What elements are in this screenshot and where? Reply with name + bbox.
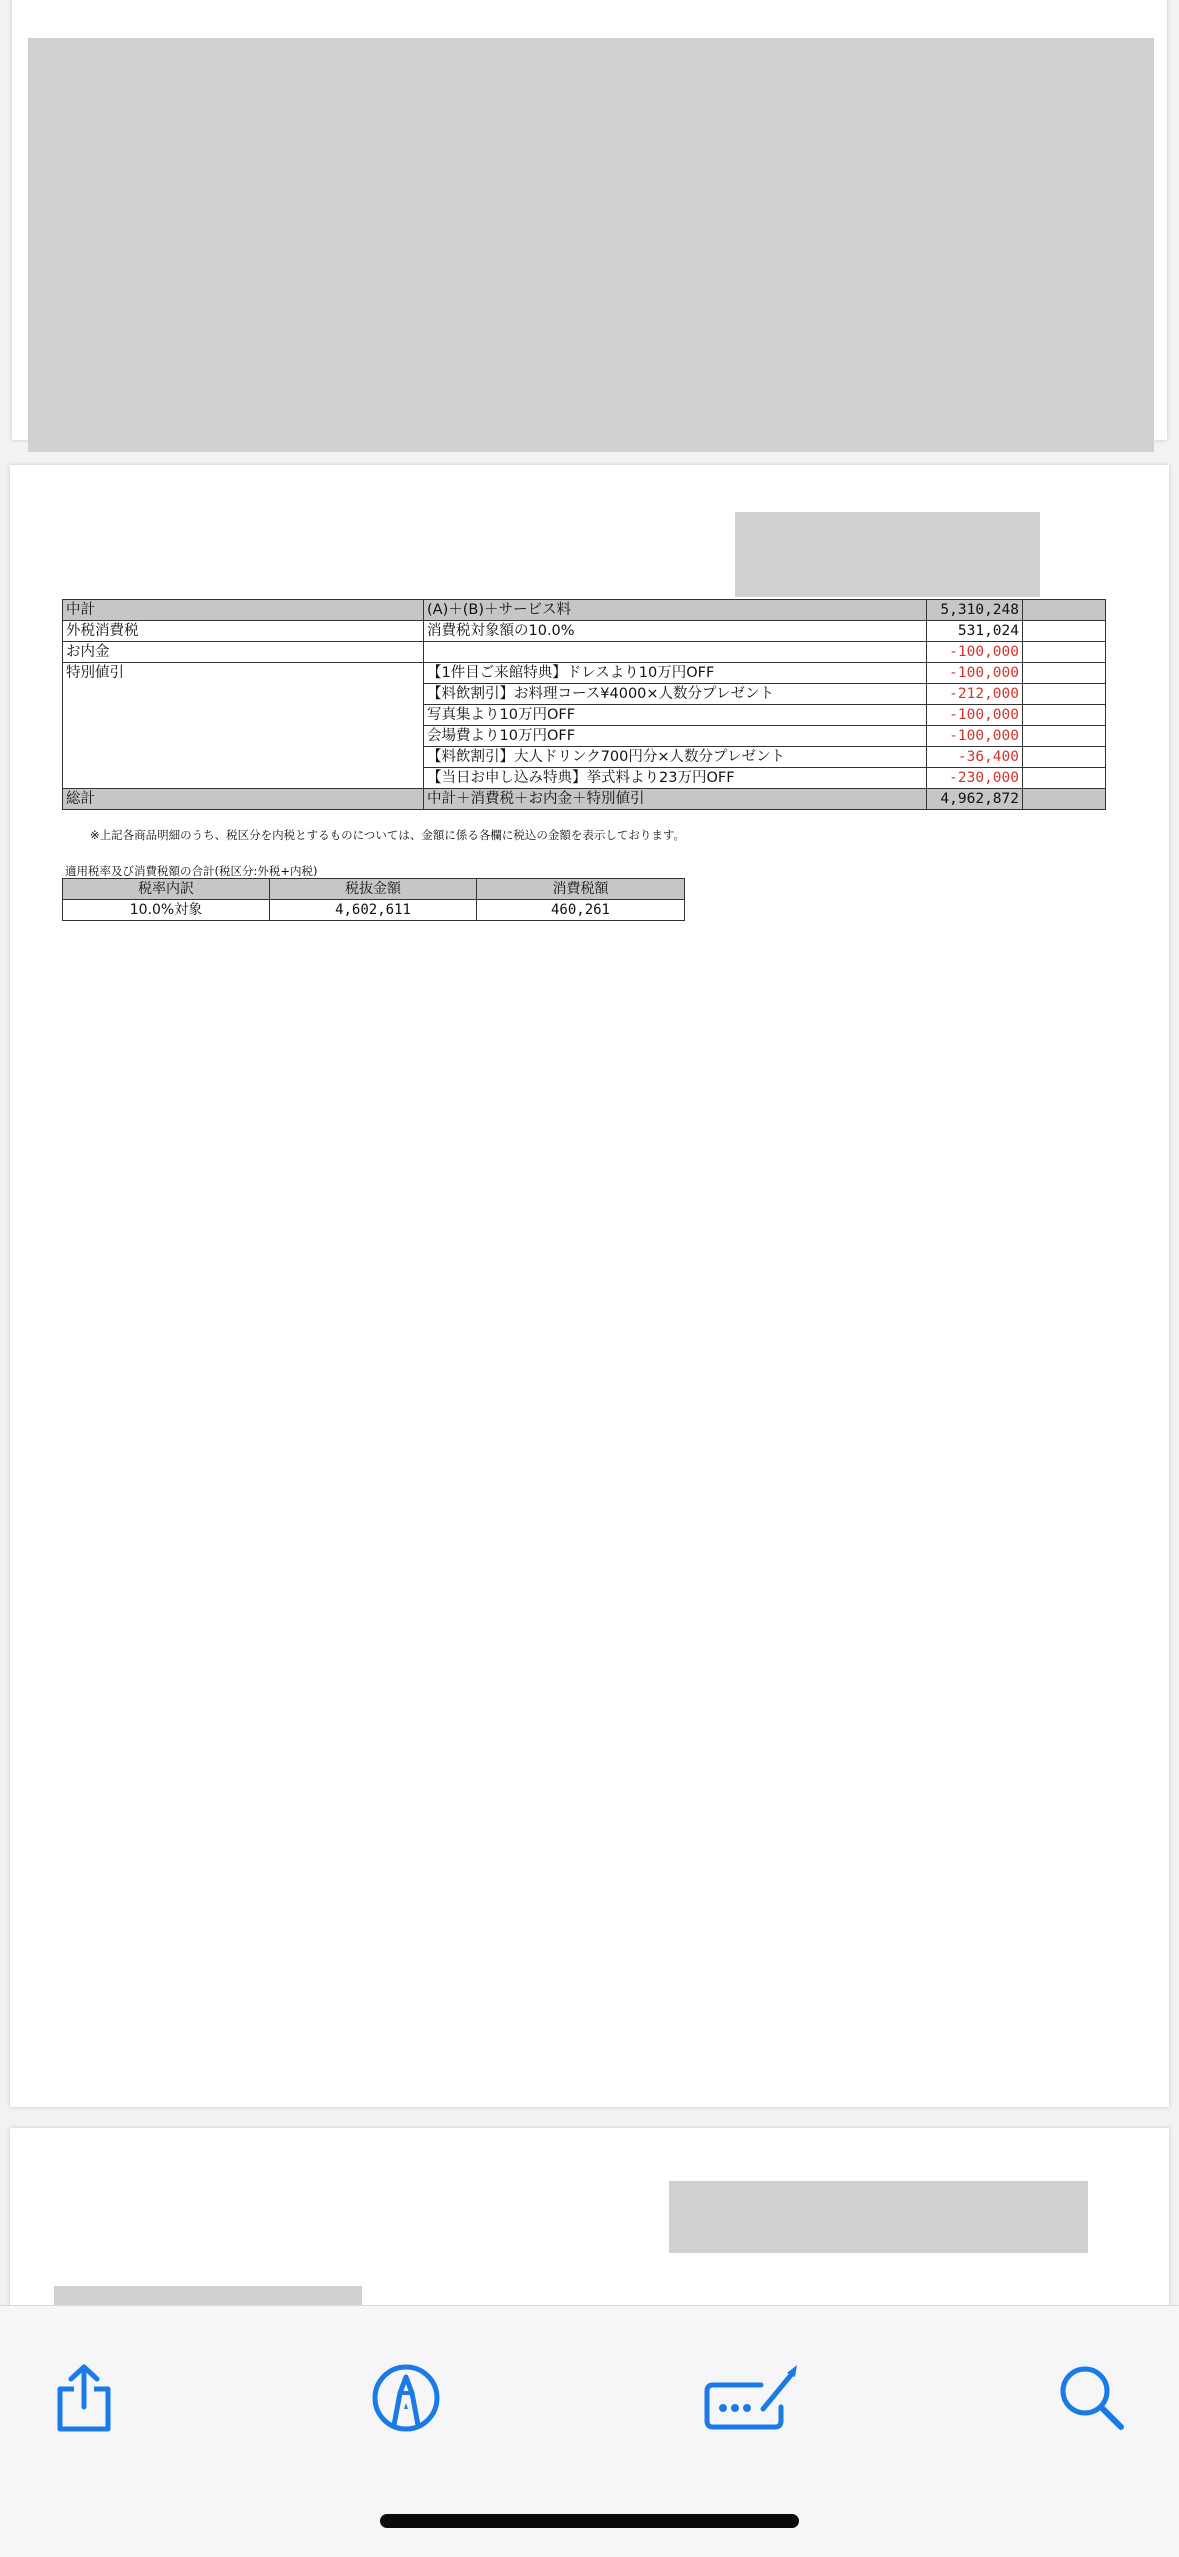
total-label: 総計: [63, 789, 424, 810]
empty-cell: [1023, 663, 1106, 684]
tax-note: ※上記各商品明細のうち、税区分を内税とするものについては、金額に係る各欄に税込の金額を表示しております。: [90, 828, 685, 842]
markup-button[interactable]: [356, 2348, 456, 2448]
markup-icon: [371, 2363, 441, 2433]
discount-description: 【料飲割引】大人ドリンク700円分×人数分プレゼント: [424, 747, 927, 768]
tax-exclusive-amount: 4,602,611: [270, 900, 477, 921]
empty-cell: [1023, 768, 1106, 789]
row-label: 外税消費税: [63, 621, 424, 642]
empty-cell: [1023, 621, 1106, 642]
discount-description: 【1件目ご来館特典】ドレスより10万円OFF: [424, 663, 927, 684]
redacted-area: [735, 512, 1040, 597]
redacted-area: [669, 2181, 1088, 2253]
search-button[interactable]: [1042, 2348, 1142, 2448]
home-indicator[interactable]: [380, 2514, 799, 2528]
empty-cell: [1023, 789, 1106, 810]
previous-page: [12, 0, 1167, 440]
discount-amount: -100,000: [927, 726, 1023, 747]
summary-row: [63, 642, 1106, 663]
signature-icon: [703, 2363, 803, 2433]
summary-table: [62, 599, 1106, 810]
discount-amount: -212,000: [927, 684, 1023, 705]
tax-header-cell: 税率内訳: [63, 879, 270, 900]
discount-amount: -100,000: [927, 663, 1023, 684]
discount-label: 特別値引: [63, 663, 424, 789]
summary-row: [63, 600, 1106, 621]
empty-cell: [1023, 726, 1106, 747]
discount-amount: -230,000: [927, 768, 1023, 789]
total-row: [63, 789, 1106, 810]
tax-header-cell: 税抜金額: [270, 879, 477, 900]
tax-amount: 460,261: [477, 900, 685, 921]
document-page: [10, 465, 1169, 2107]
tax-summary-table: [62, 878, 685, 921]
row-description: (A)＋(B)＋サービス料: [424, 600, 927, 621]
empty-cell: [1023, 600, 1106, 621]
discount-description: 写真集より10万円OFF: [424, 705, 927, 726]
tax-header-cell: 消費税額: [477, 879, 685, 900]
row-description: [424, 642, 927, 663]
total-amount: 4,962,872: [927, 789, 1023, 810]
empty-cell: [1023, 747, 1106, 768]
signature-button[interactable]: [698, 2348, 808, 2448]
summary-row: [63, 621, 1106, 642]
row-label: お内金: [63, 642, 424, 663]
discount-description: 会場費より10万円OFF: [424, 726, 927, 747]
discount-description: 【料飲割引】お料理コース¥4000×人数分プレゼント: [424, 684, 927, 705]
discount-description: 【当日お申し込み特典】挙式料より23万円OFF: [424, 768, 927, 789]
discount-amount: -100,000: [927, 705, 1023, 726]
tax-header-row: [63, 879, 685, 900]
total-description: 中計＋消費税＋お内金＋特別値引: [424, 789, 927, 810]
row-amount: -100,000: [927, 642, 1023, 663]
share-icon: [52, 2363, 116, 2433]
row-amount: 531,024: [927, 621, 1023, 642]
share-button[interactable]: [34, 2348, 134, 2448]
row-description: 消費税対象額の10.0%: [424, 621, 927, 642]
row-amount: 5,310,248: [927, 600, 1023, 621]
tax-rate-cell: 10.0%対象: [63, 900, 270, 921]
empty-cell: [1023, 684, 1106, 705]
tax-data-row: [63, 900, 685, 921]
redacted-area: [28, 38, 1154, 452]
discount-amount: -36,400: [927, 747, 1023, 768]
row-label: 中計: [63, 600, 424, 621]
empty-cell: [1023, 705, 1106, 726]
search-icon: [1057, 2363, 1127, 2433]
discount-row: [63, 663, 1106, 684]
empty-cell: [1023, 642, 1106, 663]
tax-summary-title: 適用税率及び消費税額の合計(税区分:外税+内税): [65, 864, 318, 878]
